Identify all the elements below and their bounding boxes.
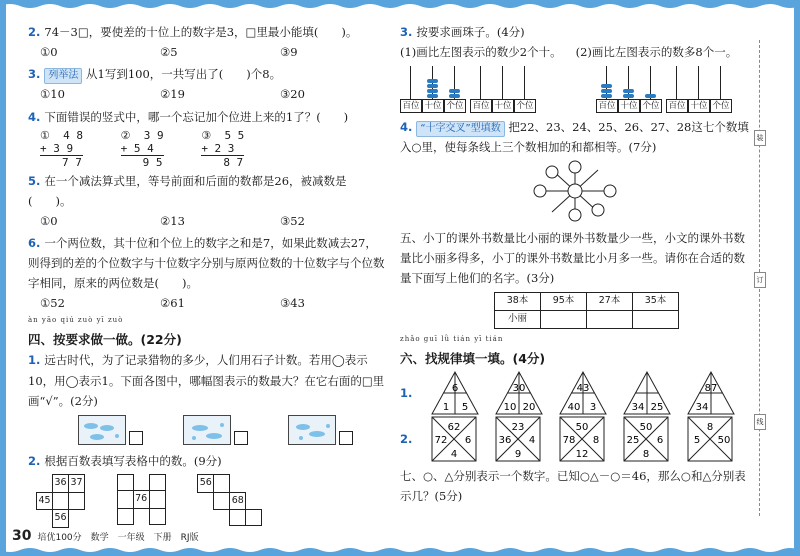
side-tab-2: 订 bbox=[754, 272, 766, 288]
options bbox=[28, 211, 388, 231]
triangle-left: 10 bbox=[504, 401, 517, 413]
option-1[interactable]: ①0 bbox=[40, 45, 58, 60]
grid-cell: 76 bbox=[133, 490, 149, 508]
triangle-row bbox=[400, 370, 750, 416]
abacus-label: 个位 bbox=[640, 100, 662, 113]
square-right: 6 bbox=[465, 434, 472, 446]
answer-box-1[interactable] bbox=[129, 431, 143, 445]
section-title-6: 六、找规律填一填。(4分) bbox=[400, 350, 546, 366]
question-number: 1. bbox=[28, 353, 41, 368]
option-2[interactable]: ②61 bbox=[160, 296, 185, 311]
option-1[interactable]: ①10 bbox=[40, 87, 65, 102]
left-edge bbox=[0, 0, 6, 556]
square-patterns bbox=[430, 416, 750, 462]
row-number: 1. bbox=[400, 385, 413, 400]
option-3[interactable]: ③52 bbox=[280, 213, 305, 228]
calc-top: 5 5 bbox=[224, 128, 245, 142]
abacus-label: 十位 bbox=[422, 100, 444, 113]
abacus-given-1 bbox=[400, 66, 466, 113]
name-blank[interactable] bbox=[541, 310, 587, 328]
grid-blank[interactable] bbox=[230, 510, 246, 526]
abacus-label: 个位 bbox=[514, 100, 536, 113]
question-number: 3. bbox=[28, 67, 41, 82]
square-top: 50 bbox=[640, 421, 653, 433]
stone-image bbox=[288, 415, 336, 445]
triangle-left: 1 bbox=[443, 401, 450, 413]
square-bottom: 4 bbox=[451, 448, 458, 460]
right-edge bbox=[794, 0, 800, 556]
calc-result: 7 7 bbox=[40, 155, 83, 169]
section-title-5: 五、小丁的课外书数量比小丽的课外书数量少一些，小文的课外书数量比小丽多得多，小丁的课外书数量比小月多一些。请你在合适的数量下面写上他们的名字。(3分) bbox=[400, 230, 745, 285]
options bbox=[28, 42, 388, 62]
triangle-right: 5 bbox=[462, 401, 469, 413]
calc-mark: ③ bbox=[201, 128, 212, 142]
section-pinyin: àn yāo qiú zuò yī zuò bbox=[28, 315, 124, 324]
calc-result: 8 7 bbox=[201, 155, 244, 169]
section-title-7: 七、○、△分别表示一个数字。已知○△－○＝46，那么○和△分别表示几？(5分) bbox=[400, 468, 746, 503]
calc-add: + 3 9 bbox=[40, 141, 74, 155]
triangle-pattern[interactable] bbox=[560, 372, 606, 414]
square-bottom: 12 bbox=[576, 448, 589, 460]
abacus-row bbox=[400, 66, 750, 113]
triangle-left: 34 bbox=[696, 401, 709, 413]
book-value: 95本 bbox=[541, 292, 587, 310]
grid-blank[interactable] bbox=[117, 474, 133, 490]
answer-box-2[interactable] bbox=[234, 431, 248, 445]
calc-add: + 2 3 bbox=[201, 141, 235, 155]
square-pattern[interactable] bbox=[560, 417, 604, 461]
bottom-wave-border bbox=[0, 546, 800, 556]
name-cell: 小丽 bbox=[495, 310, 541, 328]
question-number: 6. bbox=[28, 236, 41, 250]
option-3[interactable]: ③20 bbox=[280, 87, 305, 102]
sub-question-2: (2)画比左图表示的数多8个一。 bbox=[575, 45, 738, 60]
option-2[interactable]: ②13 bbox=[160, 213, 185, 228]
grid-cell: 56 bbox=[53, 510, 69, 528]
section-title-4: 四、按要求做一做。(22分) bbox=[28, 331, 182, 347]
option-3[interactable]: ③43 bbox=[280, 296, 305, 311]
vertical-calc-1[interactable] bbox=[40, 129, 83, 169]
question-number: 3. bbox=[400, 25, 413, 39]
grid-blank[interactable] bbox=[149, 508, 165, 524]
grid-blank[interactable] bbox=[117, 490, 133, 508]
question-s4-2 bbox=[28, 451, 388, 528]
question-text: 把22、23、24、25、26、27、28这七个数填入○里，使每条线上三个数相加的和都相等。(7分) bbox=[400, 120, 749, 155]
option-2[interactable]: ②19 bbox=[160, 87, 185, 102]
options bbox=[28, 293, 388, 313]
abacus-label: 十位 bbox=[492, 100, 514, 113]
top-wave-border bbox=[0, 0, 800, 10]
stone-picture-2 bbox=[183, 415, 248, 445]
question-number: 2. bbox=[28, 453, 41, 468]
triangle-left: 40 bbox=[568, 401, 581, 413]
square-right: 6 bbox=[657, 434, 664, 446]
right-column bbox=[400, 22, 750, 506]
calc-top: 4 8 bbox=[63, 128, 83, 142]
question-r3 bbox=[400, 22, 750, 113]
vertical-calcs bbox=[28, 129, 388, 169]
triangle-right: 20 bbox=[523, 401, 536, 413]
grid-cell: 56 bbox=[198, 474, 214, 492]
square-pattern[interactable] bbox=[624, 417, 668, 461]
question-text: 根据百数表填写表格中的数。(9分) bbox=[44, 453, 222, 468]
name-blank[interactable] bbox=[587, 310, 633, 328]
stones-icon bbox=[289, 416, 337, 446]
book-count-table bbox=[494, 292, 679, 329]
triangle-pattern[interactable] bbox=[624, 372, 670, 414]
abacus-label: 百位 bbox=[666, 100, 688, 113]
calc-mark: ① bbox=[40, 128, 50, 142]
question-s4-1 bbox=[28, 350, 388, 444]
option-2[interactable]: ②5 bbox=[160, 45, 178, 60]
page-footer bbox=[12, 528, 199, 544]
square-pattern[interactable] bbox=[688, 417, 732, 461]
square-top: 50 bbox=[576, 421, 589, 433]
question-text: 下面错误的竖式中，哪一个忘记加个位进上来的1了？( ) bbox=[44, 109, 349, 124]
grid-blank[interactable] bbox=[214, 492, 230, 510]
square-right: 8 bbox=[593, 434, 600, 446]
calc-mark: ② bbox=[120, 128, 131, 142]
stone-image bbox=[183, 415, 231, 445]
question-l5 bbox=[28, 171, 388, 231]
square-left: 36 bbox=[499, 434, 512, 446]
option-3[interactable]: ③9 bbox=[280, 45, 298, 60]
square-bottom: 9 bbox=[515, 448, 522, 460]
triangle-left: 34 bbox=[632, 401, 645, 413]
abacus-label: 百位 bbox=[596, 100, 618, 113]
abacus-answer-2[interactable] bbox=[666, 66, 732, 113]
square-left: 5 bbox=[694, 434, 701, 446]
stones-icon bbox=[79, 416, 127, 446]
grid-blank[interactable] bbox=[149, 474, 165, 490]
question-text: 远古时代，为了记录猎物的多少，人们用石子计数。若用◯表示10，用◯表示1。下面各图中，哪幅图表示的数最大？在它右面的□里画“√”。(2分) bbox=[28, 353, 385, 408]
answer-box-3[interactable] bbox=[339, 431, 353, 445]
square-right: 4 bbox=[529, 434, 536, 446]
hundred-grids bbox=[28, 474, 388, 528]
grid-blank[interactable] bbox=[53, 492, 69, 510]
abacus-label: 个位 bbox=[444, 100, 466, 113]
triangle-right: 3 bbox=[590, 401, 597, 413]
triangle-pattern[interactable] bbox=[688, 372, 734, 414]
triangle-top: 87 bbox=[705, 382, 718, 394]
grid-blank[interactable] bbox=[117, 508, 133, 524]
left-column bbox=[28, 22, 388, 530]
name-blank[interactable] bbox=[633, 310, 679, 328]
abacus-label: 十位 bbox=[618, 100, 640, 113]
square-row bbox=[400, 416, 750, 462]
grid-blank[interactable] bbox=[149, 490, 165, 508]
calc-add: + 5 4 bbox=[120, 141, 154, 155]
triangle-right: 25 bbox=[651, 401, 664, 413]
grid-cell: 68 bbox=[230, 492, 246, 510]
square-bottom: 8 bbox=[643, 448, 650, 460]
triangle-top: 43 bbox=[577, 382, 590, 394]
grid-blank[interactable] bbox=[69, 492, 85, 510]
vertical-calc-2[interactable] bbox=[121, 129, 164, 169]
square-top: 62 bbox=[448, 421, 461, 433]
option-1[interactable]: ①0 bbox=[40, 213, 58, 228]
triangle-top: 6 bbox=[452, 382, 459, 394]
side-tab-1: 装 bbox=[754, 130, 766, 146]
book-value: 38本 bbox=[495, 292, 541, 310]
method-tag: “十字交叉”型填数 bbox=[416, 121, 504, 137]
section-pinyin: zhǎo guī lǜ tián yī tián bbox=[400, 334, 504, 343]
abacus-label: 个位 bbox=[710, 100, 732, 113]
question-number: 5. bbox=[28, 173, 41, 188]
sub-question-1: (1)画比左图表示的数少2个十。 bbox=[400, 45, 562, 60]
grid-blank[interactable] bbox=[214, 474, 230, 492]
options bbox=[28, 84, 388, 104]
hundred-grid-2 bbox=[117, 474, 166, 525]
calc-top: 3 9 bbox=[143, 128, 164, 142]
square-top: 8 bbox=[707, 421, 714, 433]
question-r4 bbox=[400, 117, 750, 223]
question-l6 bbox=[28, 233, 388, 314]
hundred-grid-3 bbox=[197, 474, 262, 526]
question-text: 74－3□，要使差的十位上的数字是3，□里最小能填( )。 bbox=[44, 25, 358, 39]
question-text: 从1写到100，一共写出了( )个8。 bbox=[86, 67, 282, 82]
question-l4 bbox=[28, 107, 388, 169]
side-tab-3: 线 bbox=[754, 414, 766, 430]
triangle-pattern[interactable] bbox=[496, 372, 542, 414]
question-text: 一个两位数，其十位和个位上的数字之和是7，如果此数减去27，则得到的差的个位数字与十位数字分别与原两位数的十位数字与个位数字相同，原来的两位数是( )。 bbox=[28, 236, 385, 291]
book-title: 培优100分 数学 一年级 下册 RJ版 bbox=[37, 533, 199, 543]
abacus-subquestions bbox=[400, 42, 750, 62]
square-right: 50 bbox=[718, 434, 731, 446]
question-number: 4. bbox=[28, 109, 41, 124]
calc-result: 9 5 bbox=[121, 155, 164, 169]
option-1[interactable]: ①52 bbox=[40, 296, 65, 311]
grid-cell: 36 bbox=[53, 474, 69, 492]
stone-pictures bbox=[28, 415, 388, 445]
hundred-grid-1 bbox=[36, 474, 85, 528]
square-pattern[interactable] bbox=[496, 417, 540, 461]
row-number: 2. bbox=[400, 431, 413, 446]
abacus-label: 百位 bbox=[400, 100, 422, 113]
triangle-top: 30 bbox=[513, 382, 526, 394]
abacus-label: 百位 bbox=[470, 100, 492, 113]
abacus-label: 十位 bbox=[688, 100, 710, 113]
abacus-pair-1 bbox=[400, 66, 536, 113]
square-left: 72 bbox=[435, 434, 448, 446]
stone-image bbox=[78, 415, 126, 445]
question-number: 2. bbox=[28, 25, 41, 39]
triangle-pattern[interactable] bbox=[432, 372, 478, 414]
cross-circles-diagram[interactable] bbox=[530, 158, 620, 224]
abacus-given-2 bbox=[596, 66, 662, 113]
abacus-pair-2 bbox=[596, 66, 732, 113]
vertical-calc-3[interactable] bbox=[201, 129, 244, 169]
method-tag: 列举法 bbox=[44, 68, 82, 84]
question-text: 在一个减法算式里，等号前面和后面的数都是26，被减数是( )。 bbox=[28, 173, 347, 208]
grid-cell: 45 bbox=[37, 492, 53, 510]
square-pattern[interactable] bbox=[432, 417, 476, 461]
question-l3 bbox=[28, 64, 388, 104]
triangle-patterns bbox=[430, 370, 750, 416]
page-number: 30 bbox=[12, 528, 32, 544]
square-top: 23 bbox=[512, 421, 525, 433]
abacus-answer-1[interactable] bbox=[470, 66, 536, 113]
square-left: 78 bbox=[563, 434, 576, 446]
question-number: 4. bbox=[400, 120, 413, 135]
stones-icon bbox=[184, 416, 232, 446]
grid-blank[interactable] bbox=[246, 510, 262, 526]
question-text: 按要求画珠子。(4分) bbox=[416, 25, 525, 39]
square-left: 25 bbox=[627, 434, 640, 446]
book-value: 35本 bbox=[633, 292, 679, 310]
book-value: 27本 bbox=[587, 292, 633, 310]
stone-picture-3 bbox=[288, 415, 353, 445]
question-l2 bbox=[28, 22, 388, 62]
grid-cell: 37 bbox=[69, 474, 85, 492]
stone-picture-1 bbox=[78, 415, 143, 445]
